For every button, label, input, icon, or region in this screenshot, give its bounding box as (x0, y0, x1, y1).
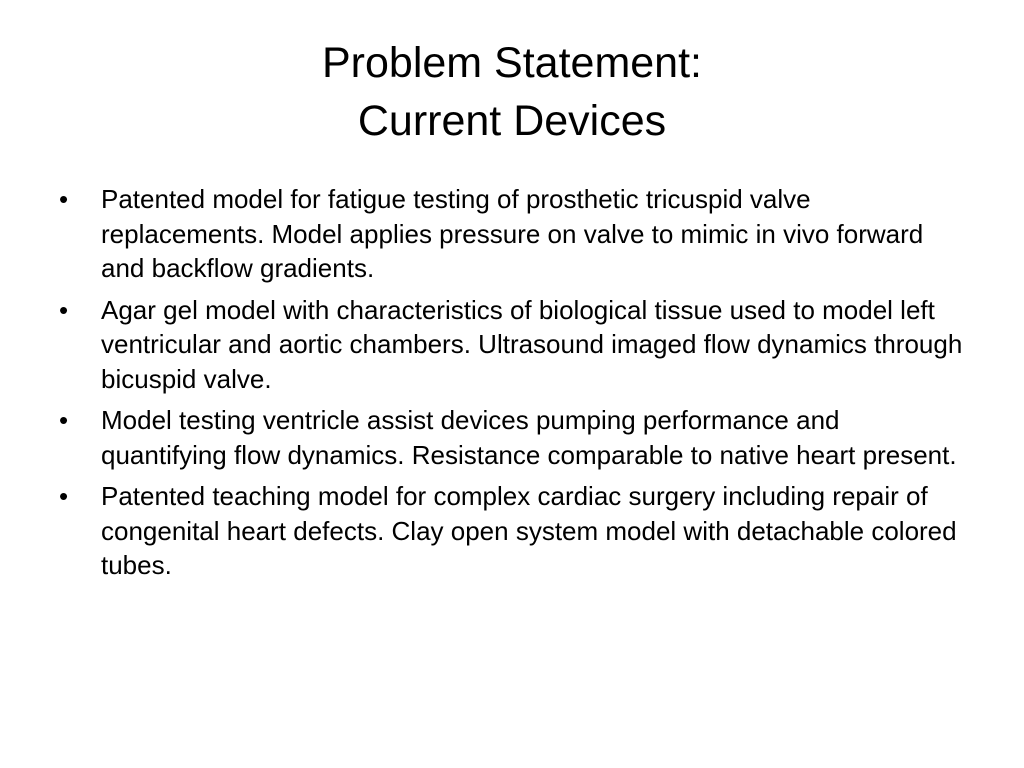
bullet-item (59, 293, 969, 397)
slide-title-line-2: Current Devices (357, 97, 667, 145)
bullet-item (59, 403, 969, 472)
bullet-text: Model testing ventricle assist devices pumping performance and quantifying flow dynamics. Resistance comparable to native heart present. (101, 405, 957, 470)
bullet-list (59, 182, 969, 590)
bullet-item (59, 182, 969, 286)
bullet-item (59, 479, 969, 583)
bullet-dot-icon: • (59, 405, 69, 435)
bullet-dot-icon: • (59, 481, 69, 511)
slide-title-line-1: Problem Statement: (321, 39, 702, 87)
bullet-text: Patented teaching model for complex cardiac surgery including repair of congenital heart defects. Clay open system model with detachable colored tubes. (101, 481, 957, 580)
bullet-dot-icon: • (59, 184, 69, 214)
bullet-text: Agar gel model with characteristics of biological tissue used to model left ventricular and aortic chambers. Ultrasound imaged flow dynamics through bicuspid valve. (101, 294, 963, 394)
bullet-dot-icon: • (59, 294, 69, 325)
slide-title (0, 34, 1024, 150)
bullet-text: Patented model for fatigue testing of prosthetic tricuspid valve replacements. Model applies pressure on valve to mimic in vivo forward and backflow gradients. (101, 184, 924, 283)
